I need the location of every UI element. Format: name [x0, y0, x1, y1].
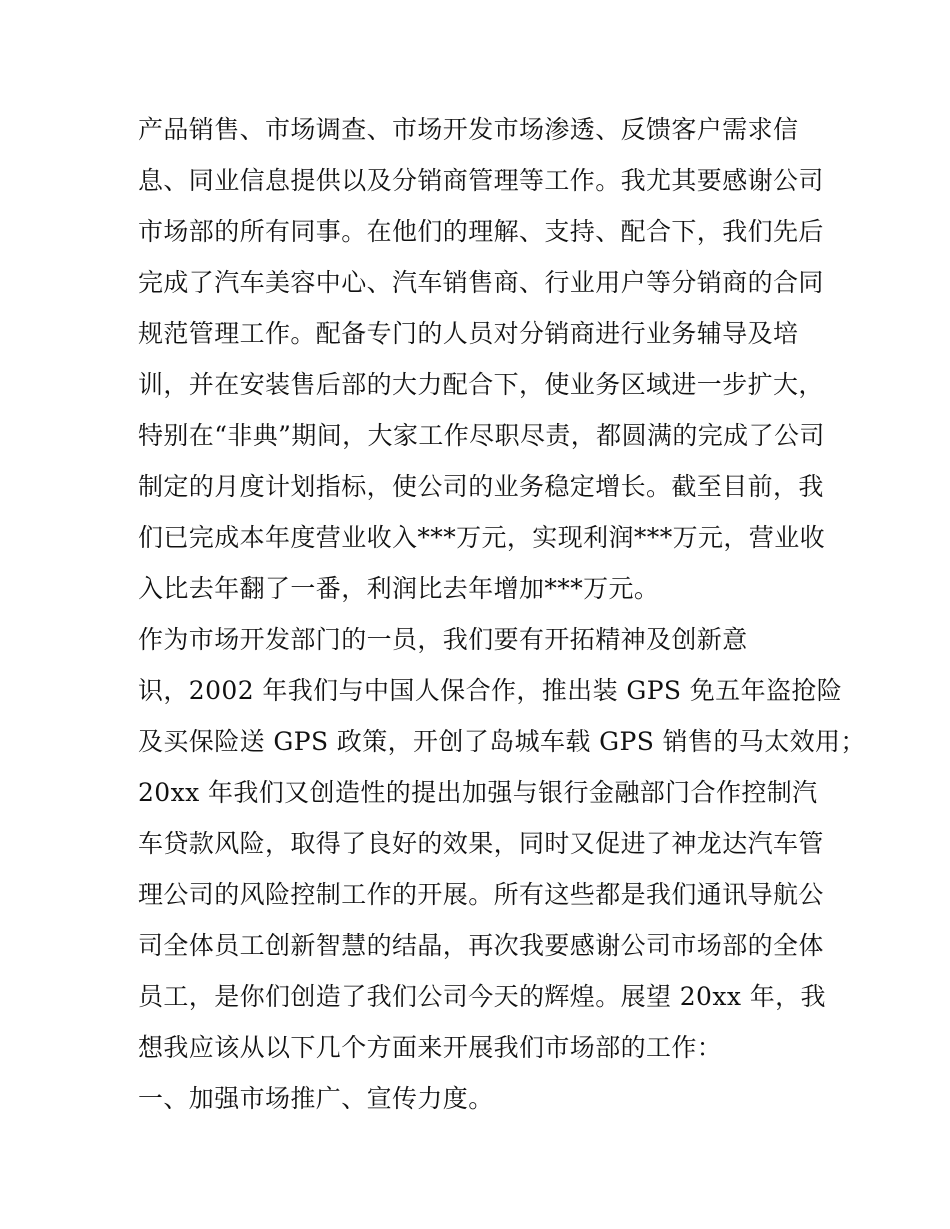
text-line: 作为市场开发部门的一员，我们要有开拓精神及创新意 [138, 625, 748, 654]
text-line: 识，2002 年我们与中国人保合作，推出装 GPS 免五年盗抢险 [138, 676, 843, 705]
text-line: 一、加强市场推广、宣传力度。 [138, 1084, 494, 1113]
text-line: 制定的月度计划指标，使公司的业务稳定增长。截至目前，我 [138, 472, 824, 501]
body-text [138, 104, 866, 1124]
text-line: 员工，是你们创造了我们公司今天的辉煌。展望 20xx 年，我 [138, 982, 826, 1011]
text-line: 特别在“非典”期间，大家工作尽职尽责，都圆满的完成了公司 [138, 421, 825, 450]
text-line: 规范管理工作。配备专门的人员对分销商进行业务辅导及培 [138, 319, 799, 348]
text-line: 车贷款风险，取得了良好的效果，同时又促进了神龙达汽车管 [138, 829, 824, 858]
text-line: 及买保险送 GPS 政策，开创了岛城车载 GPS 销售的马太效用； [138, 727, 866, 756]
text-line: 理公司的风险控制工作的开展。所有这些都是我们通讯导航公 [138, 880, 824, 909]
text-line: 产品销售、市场调查、市场开发市场渗透、反馈客户需求信 [138, 115, 799, 144]
text-line: 入比去年翻了一番，利润比去年增加***万元。 [138, 574, 660, 603]
text-line: 训，并在安装售后部的大力配合下，使业务区域进一步扩大， [138, 370, 824, 399]
text-line: 20xx 年我们又创造性的提出加强与银行金融部门合作控制汽 [138, 778, 818, 807]
text-line: 息、同业信息提供以及分销商管理等工作。我尤其要感谢公司 [138, 166, 824, 195]
text-line: 市场部的所有同事。在他们的理解、支持、配合下，我们先后 [138, 217, 824, 246]
text-line: 完成了汽车美容中心、汽车销售商、行业用户等分销商的合同 [138, 268, 824, 297]
text-line: 们已完成本年度营业收入***万元，实现利润***万元，营业收 [138, 523, 826, 552]
text-line: 想我应该从以下几个方面来开展我们市场部的工作： [138, 1033, 723, 1062]
text-line: 司全体员工创新智慧的结晶，再次我要感谢公司市场部的全体 [138, 931, 824, 960]
